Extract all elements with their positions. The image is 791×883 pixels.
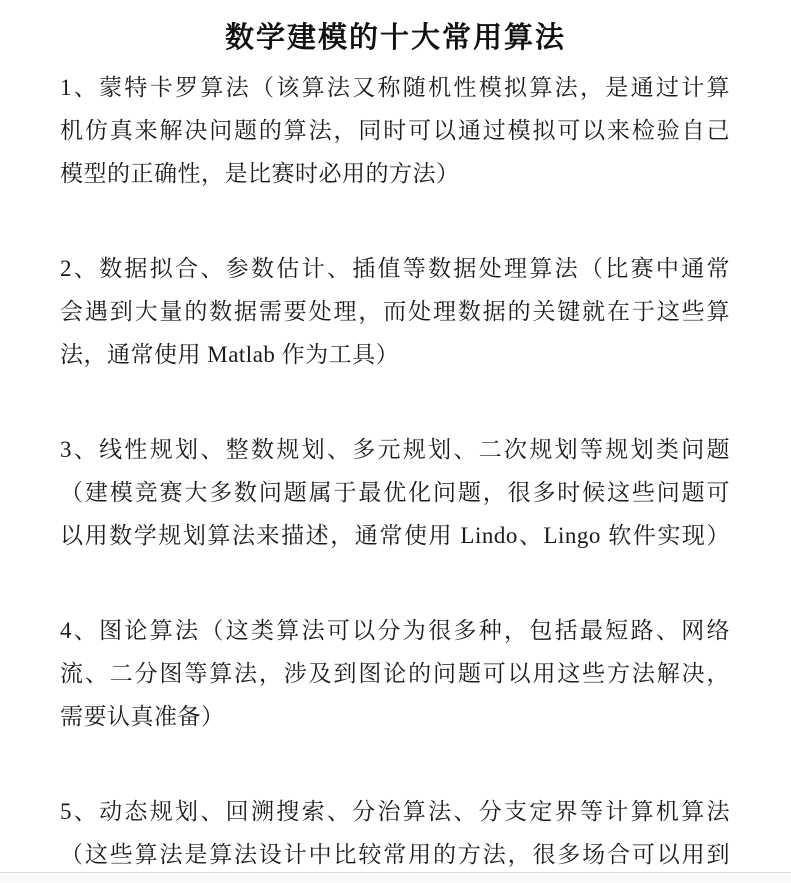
paragraph-1 <box>60 66 730 195</box>
text-line: 4、图论算法（这类算法可以分为很多种，包括最短路、网络 <box>60 618 730 643</box>
text-line: 需要认真准备） <box>60 704 225 729</box>
text-line: 以用数学规划算法来描述，通常使用 Lindo、Lingo 软件实现） <box>60 523 730 548</box>
paragraph-2 <box>60 247 730 376</box>
text-line: 1、蒙特卡罗算法（该算法又称随机性模拟算法，是通过计算 <box>60 75 730 100</box>
document-title: 数学建模的十大常用算法 <box>224 22 566 54</box>
text-line: 2、数据拟合、参数估计、插值等数据处理算法（比赛中通常 <box>60 256 730 281</box>
text-line: 法，通常使用 Matlab 作为工具） <box>60 342 400 367</box>
text-line: 5、动态规划、回溯搜索、分治算法、分支定界等计算机算法 <box>60 799 730 824</box>
paragraph-3 <box>60 428 730 557</box>
paragraph-4 <box>60 609 730 738</box>
text-line: 模型的正确性，是比赛时必用的方法） <box>60 161 460 186</box>
text-line: 流、二分图等算法，涉及到图论的问题可以用这些方法解决， <box>60 661 730 686</box>
paragraph-5 <box>60 790 730 876</box>
text-line: 机仿真来解决问题的算法，同时可以通过模拟可以来检验自己 <box>60 118 730 143</box>
text-line: （这些算法是算法设计中比较常用的方法，很多场合可以用到 <box>60 842 730 867</box>
text-line: （建模竞赛大多数问题属于最优化问题，很多时候这些问题可 <box>60 480 730 505</box>
text-line: 3、线性规划、整数规划、多元规划、二次规划等规划类问题 <box>60 437 730 462</box>
document-body <box>0 56 791 876</box>
text-line: 会遇到大量的数据需要处理，而处理数据的关键就在于这些算 <box>60 299 730 324</box>
page-bottom-divider <box>0 872 791 883</box>
